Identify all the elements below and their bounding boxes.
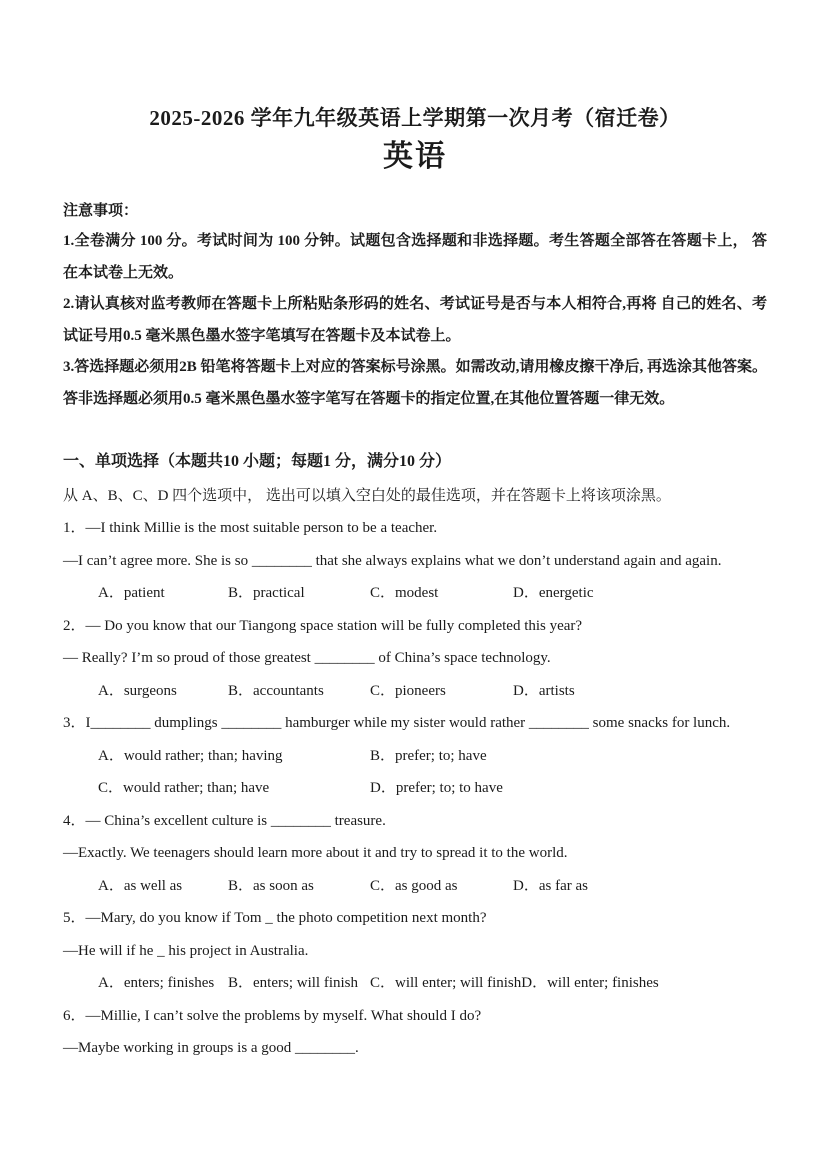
section-heading: 一、单项选择（本题共10 小题；每题1 分，满分10 分） xyxy=(63,453,452,470)
question-4-options xyxy=(63,870,767,903)
question-4-option-d: D．as far as xyxy=(513,877,588,894)
question-2-option-d: D．artists xyxy=(513,682,575,699)
question-1 xyxy=(63,512,767,610)
question-5-option-d: D．will enter; finishes xyxy=(521,975,659,991)
question-6-line-2: —Maybe working in groups is a good ________. xyxy=(63,1040,359,1056)
question-3-options-row-2 xyxy=(63,772,767,805)
question-4-option-b: B．as soon as xyxy=(228,877,314,894)
question-2-options xyxy=(63,675,767,708)
question-5-option-b: B．enters; will finish xyxy=(228,975,358,991)
question-5-line-1: 5．—Mary, do you know if Tom _ the photo competition next month? xyxy=(63,910,487,926)
question-6 xyxy=(63,1000,767,1065)
question-2-option-a: A．surgeons xyxy=(98,682,177,699)
notice-item-3: 3.答选择题必须用2B 铅笔将答题卡上对应的答案标号涂黑。如需改动,请用橡皮擦干净后, 再选涂其他答案。答非选择题必须用0.5 毫米黑色墨水签字笔写在答题卡的指定位置,在其他位置答题一律无效。 xyxy=(63,359,767,407)
question-3-option-d: D．prefer; to; to have xyxy=(370,780,503,796)
question-6-line-1: 6．—Millie, I can’t solve the problems by myself. What should I do? xyxy=(63,1007,482,1024)
question-1-line-2: —I can’t agree more. She is so ________ that she always explains what we don’t understand again and again. xyxy=(63,552,722,569)
paper-title: 2025-2026 学年九年级英语上学期第一次月考（宿迁卷） xyxy=(149,106,681,130)
question-5-line-2: —He will if he _ his project in Australia. xyxy=(63,942,309,959)
question-3-option-b: B．prefer; to; have xyxy=(370,747,487,764)
question-5-option-a: A．enters; finishes xyxy=(98,975,215,991)
question-4-option-c: C．as good as xyxy=(370,877,458,894)
question-1-option-d: D．energetic xyxy=(513,585,594,601)
notice-item-2: 2.请认真核对监考教师在答题卡上所粘贴条形码的姓名、考试证号是否与本人相符合,再将 自己的姓名、考试证号用0.5 毫米黑色墨水签字笔填写在答题卡及本试卷上。 xyxy=(63,296,767,344)
question-4-line-1: 4．— China’s excellent culture is ________ treasure. xyxy=(63,812,386,829)
question-4 xyxy=(63,805,767,903)
question-3 xyxy=(63,707,767,805)
question-2 xyxy=(63,610,767,708)
question-4-option-a: A．as well as xyxy=(98,877,183,894)
question-3-option-c: C．would rather; than; have xyxy=(98,780,270,796)
question-1-options xyxy=(63,577,767,610)
notice-heading: 注意事项： xyxy=(63,203,139,219)
question-3-line-1: 3．I________ dumplings ________ hamburger while my sister would rather ________ some snacks for lunch. xyxy=(63,715,731,731)
question-3-option-a: A．would rather; than; having xyxy=(98,747,283,764)
question-1-option-b: B．practical xyxy=(228,585,305,601)
notice-item-1: 1.全卷满分 100 分。考试时间为 100 分钟。试题包含选择题和非选择题。考生答题全部答在答题卡上， 答在本试卷上无效。 xyxy=(63,233,767,281)
section-instruction: 从 A、B、C、D 四个选项中， 选出可以填入空白处的最佳选项，并在答题卡上将该项涂黑。 xyxy=(63,488,671,504)
question-1-option-c: C．modest xyxy=(370,585,439,601)
question-5 xyxy=(63,902,767,1000)
question-2-option-b: B．accountants xyxy=(228,682,324,699)
question-4-line-2: —Exactly. We teenagers should learn more about it and try to spread it to the world. xyxy=(63,845,568,861)
question-5-options xyxy=(63,967,767,1000)
question-2-line-2: — Really? I’m so proud of those greatest ________ of China’s space technology. xyxy=(63,650,551,666)
question-2-line-1: 2．— Do you know that our Tiangong space station will be fully completed this year? xyxy=(63,617,583,634)
question-2-option-c: C．pioneers xyxy=(370,682,446,699)
question-5-option-c: C．will enter; will finish xyxy=(370,975,522,991)
question-3-options-row-1 xyxy=(63,740,767,773)
paper-subject: 英语 xyxy=(383,140,447,173)
question-1-option-a: A．patient xyxy=(98,585,165,601)
notice-section xyxy=(63,196,767,415)
question-1-line-1: 1．—I think Millie is the most suitable person to be a teacher. xyxy=(63,520,438,536)
